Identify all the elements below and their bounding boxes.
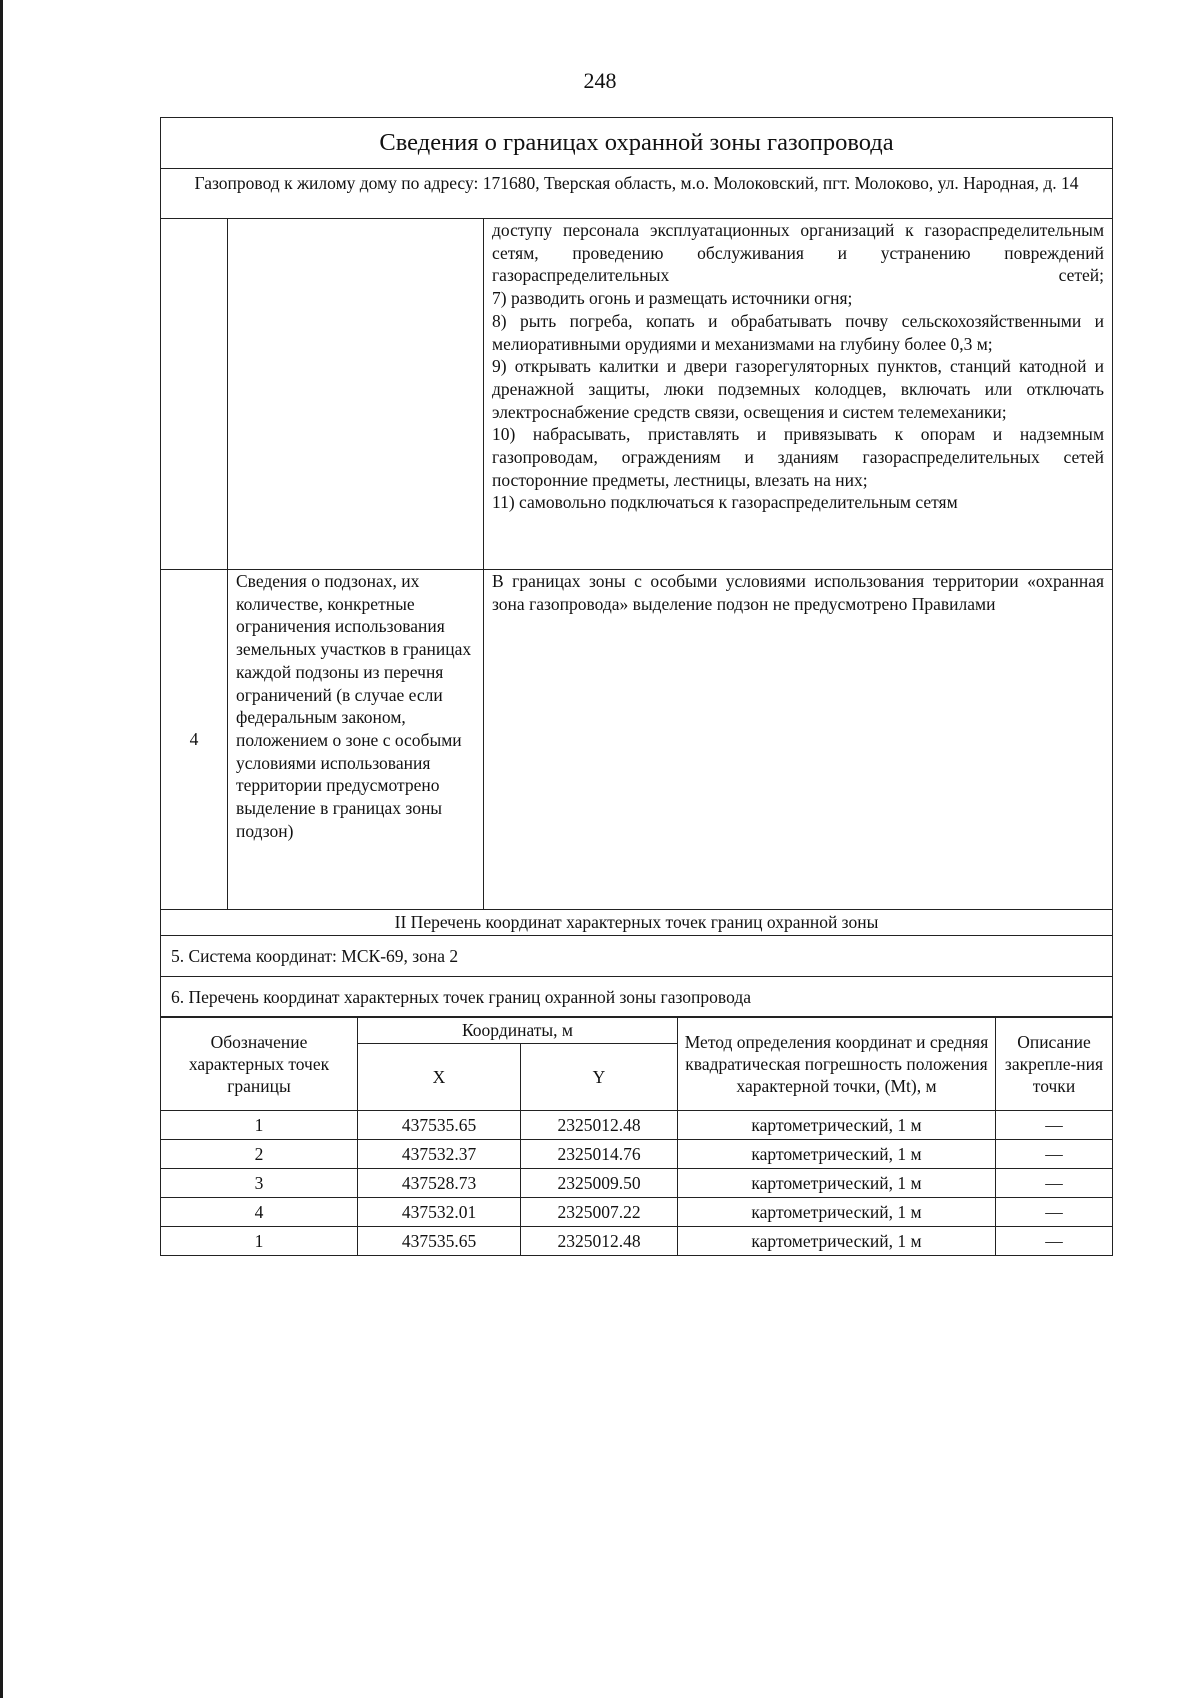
cell-y: 2325012.48: [521, 1111, 678, 1140]
restrictions-text: [484, 219, 1113, 570]
cell-x: 437535.65: [358, 1111, 521, 1140]
table-row: [161, 1140, 1113, 1169]
restriction-item: 7) разводить огонь и размещать источники огня;: [492, 288, 853, 309]
row-number: 4: [161, 570, 228, 910]
cell-x: 437528.73: [358, 1169, 521, 1198]
cell-point: 3: [161, 1169, 358, 1198]
header-method: Метод определения координат и средняя квадратическая погрешность положения характерной точки, (Mt), м: [678, 1017, 996, 1111]
cell-point: 1: [161, 1111, 358, 1140]
table-row: [161, 1169, 1113, 1198]
cell-description: —: [996, 1169, 1113, 1198]
zone-info-table: [160, 117, 1113, 1018]
restriction-item: 8) рыть погреба, копать и обрабатывать почву сельскохозяйственными и мелиоративными орудиями и механизмами на глубину более 0,3 м;: [492, 310, 1105, 354]
header-x: X: [358, 1044, 521, 1111]
cell-description: —: [996, 1198, 1113, 1227]
coord-list-title: 6. Перечень координат характерных точек границ охранной зоны газопровода: [161, 977, 1113, 1018]
subzones-text: [484, 570, 1113, 910]
coordinates-table: [160, 1016, 1113, 1256]
cell-point: 2: [161, 1140, 358, 1169]
row-label: [228, 219, 484, 570]
table-row: [161, 1227, 1113, 1256]
cell-x: 437535.65: [358, 1227, 521, 1256]
header-y: Y: [521, 1044, 678, 1111]
restriction-item: 9) открывать калитки и двери газорегуляторных пунктов, станций катодной и дренажной защиты, люки подземных колодцев, включать или отключать электроснабжение средств связи, освещения и систем телемеханики;: [492, 356, 1105, 422]
cell-point: 4: [161, 1198, 358, 1227]
cell-method: картометрический, 1 м: [678, 1169, 996, 1198]
row-number: [161, 219, 228, 570]
cell-method: картометрический, 1 м: [678, 1140, 996, 1169]
cell-method: картометрический, 1 м: [678, 1227, 996, 1256]
cell-y: 2325012.48: [521, 1227, 678, 1256]
scan-edge: [0, 0, 3, 1698]
restriction-item: 10) набрасывать, приставлять и привязывать к опорам и надземным газопроводам, ограждениям и зданиям газораспределительных сетей посторонние предметы, лестницы, влезать на них;: [492, 424, 1105, 490]
row-label: Сведения о подзонах, их количестве, конкретные ограничения использования земельных участков в границах каждой подзоны из перечня ограничений (в случае если федеральным законом, положением о зоне с особыми условиями использования территории предусмотрено выделение в границах зоны подзон): [228, 570, 484, 910]
cell-method: картометрический, 1 м: [678, 1111, 996, 1140]
section-title: II Перечень координат характерных точек границ охранной зоны: [161, 910, 1113, 936]
cell-description: —: [996, 1140, 1113, 1169]
cell-x: 437532.37: [358, 1140, 521, 1169]
page-number: 248: [583, 68, 617, 93]
cell-description: —: [996, 1111, 1113, 1140]
restriction-item: доступу персонала эксплуатационных организаций к газораспределительным сетям, проведению обслуживания и устранению повреждений газораспределительных сетей;: [492, 220, 1105, 286]
object-address: Газопровод к жилому дому по адресу: 171680, Тверская область, м.о. Молоковский, пгт. Молоково, ул. Народная, д. 14: [161, 169, 1113, 219]
header-coords: Координаты, м: [358, 1017, 678, 1044]
table-row: [161, 1111, 1113, 1140]
subzones-value: В границах зоны с особыми условиями использования территории «охранная зона газопровода» выделение подзон не предусмотрено Правилами: [492, 571, 1105, 614]
cell-description: —: [996, 1227, 1113, 1256]
cell-point: 1: [161, 1227, 358, 1256]
cell-y: 2325009.50: [521, 1169, 678, 1198]
cell-y: 2325007.22: [521, 1198, 678, 1227]
header-description: Описание закрепле-ния точки: [996, 1017, 1113, 1111]
cell-x: 437532.01: [358, 1198, 521, 1227]
table-title: Сведения о границах охранной зоны газопровода: [161, 118, 1113, 169]
header-point: Обозначение характерных точек границы: [161, 1017, 358, 1111]
restriction-item: 11) самовольно подключаться к газораспределительным сетям: [492, 492, 958, 513]
cell-method: картометрический, 1 м: [678, 1198, 996, 1227]
coord-system: 5. Система координат: МСК-69, зона 2: [161, 936, 1113, 977]
cell-y: 2325014.76: [521, 1140, 678, 1169]
table-row: [161, 1198, 1113, 1227]
